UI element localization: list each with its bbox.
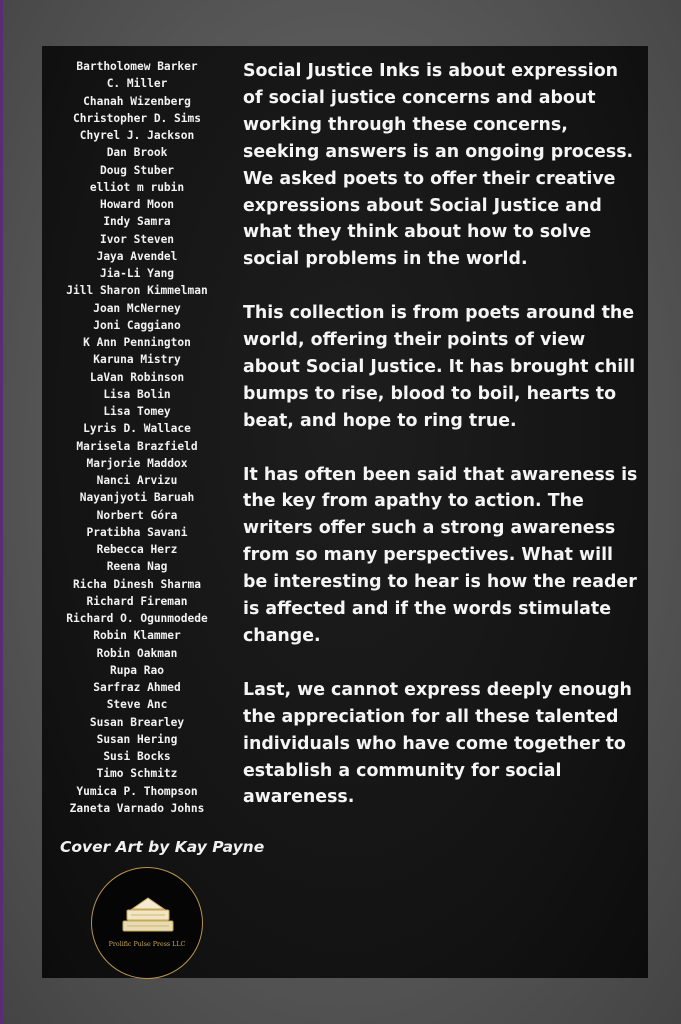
- contributor-name: Nanci Arvizu: [96, 474, 178, 487]
- contributor-name: Marisela Brazfield: [76, 439, 198, 453]
- contributor-name: Norbert Góra: [96, 508, 178, 522]
- contributor-name: C. Miller: [106, 77, 168, 91]
- contributor-name: Chyrel J. Jackson: [79, 129, 195, 142]
- contributor-name: Joan McNerney: [93, 301, 181, 315]
- contributor-name: Jill Sharon Kimmelman: [66, 284, 208, 298]
- contributor-name: Yumica P. Thompson: [76, 784, 198, 798]
- contributor-name: LaVan Robinson: [89, 370, 185, 384]
- contributor-name: Reena Nag: [106, 560, 168, 574]
- contributor-name: Marjorie Maddox: [86, 456, 188, 470]
- contributor-name: Dan Brook: [106, 146, 168, 160]
- contributor-name: Robin Klammer: [93, 629, 181, 643]
- contributor-name: Chanah Wizenberg: [83, 94, 191, 108]
- cover-art-credit: Cover Art by Kay Payne: [60, 838, 265, 856]
- contributor-list: [52, 58, 222, 817]
- contributor-name: Susan Brearley: [89, 715, 185, 729]
- contributor-name: Rupa Rao: [110, 663, 164, 677]
- description-paragraph: This collection is from poets around the world, offering their points of view about Social Justice. It has brought chill bumps to rise, blood to boil, hearts to beat, and hope to ring true.: [243, 303, 636, 431]
- book-stack-icon: [118, 892, 178, 934]
- contributor-name: Pratibha Savani: [86, 525, 188, 539]
- contributor-name: Timo Schmitz: [96, 767, 178, 781]
- contributor-name: Jia-Li Yang: [99, 267, 175, 280]
- contributor-name: Lisa Tomey: [103, 405, 171, 418]
- contributor-name: Howard Moon: [99, 198, 175, 211]
- contributor-name: Jaya Avendel: [96, 249, 178, 263]
- contributor-name: Lisa Bolin: [103, 387, 171, 401]
- contributor-name: Bartholomew Barker: [76, 60, 198, 73]
- contributor-name: Rebecca Herz: [96, 543, 178, 556]
- contributor-name: Zaneta Varnado Johns: [69, 801, 205, 815]
- contributor-name: Ivor Steven: [99, 232, 175, 246]
- publisher-logo: [91, 867, 203, 979]
- contributor-name: K Ann Pennington: [83, 336, 191, 349]
- description-text: [243, 58, 643, 811]
- contributor-name: Karuna Mistry: [93, 353, 181, 367]
- left-edge-stripe: [0, 0, 3, 1024]
- contributor-name: Richard O. Ogunmodede: [66, 612, 208, 625]
- contributor-name: Lyris D. Wallace: [83, 422, 191, 436]
- contributor-name: Sarfraz Ahmed: [93, 681, 181, 694]
- contributor-name: Christopher D. Sims: [73, 111, 201, 125]
- contributor-name: Susan Hering: [96, 732, 178, 746]
- contributor-name: Nayanjyoti Baruah: [79, 491, 195, 505]
- contributor-name: elliot m rubin: [89, 180, 185, 194]
- contributor-name: Richa Dinesh Sharma: [73, 577, 201, 591]
- contributor-name: Steve Anc: [106, 698, 168, 712]
- description-paragraph: Last, we cannot express deeply enough the appreciation for all these talented individuals who have come together to establish a community for social awareness.: [243, 679, 632, 808]
- contributor-name: Joni Caggiano: [93, 318, 181, 332]
- contributor-name: Susi Bocks: [103, 750, 171, 763]
- contributor-name: Doug Stuber: [99, 163, 175, 177]
- description-paragraph: It has often been said that awareness is the key from apathy to action. The writers offer such a strong awareness from so many perspectives. What will be interesting to hear is how the reader is affected and if the words stimulate change.: [243, 464, 638, 646]
- contributor-name: Indy Samra: [103, 215, 171, 229]
- contributor-name: Robin Oakman: [96, 646, 178, 660]
- description-paragraph: Social Justice Inks is about expression of social justice concerns and about working through these concerns, seeking answers is an ongoing process. We asked poets to offer their creative expressions about Social Justice and what they think about how to solve social problems in the world.: [243, 61, 634, 270]
- publisher-name: Prolific Pulse Press LLC: [108, 941, 186, 948]
- contributor-name: Richard Fireman: [86, 594, 188, 608]
